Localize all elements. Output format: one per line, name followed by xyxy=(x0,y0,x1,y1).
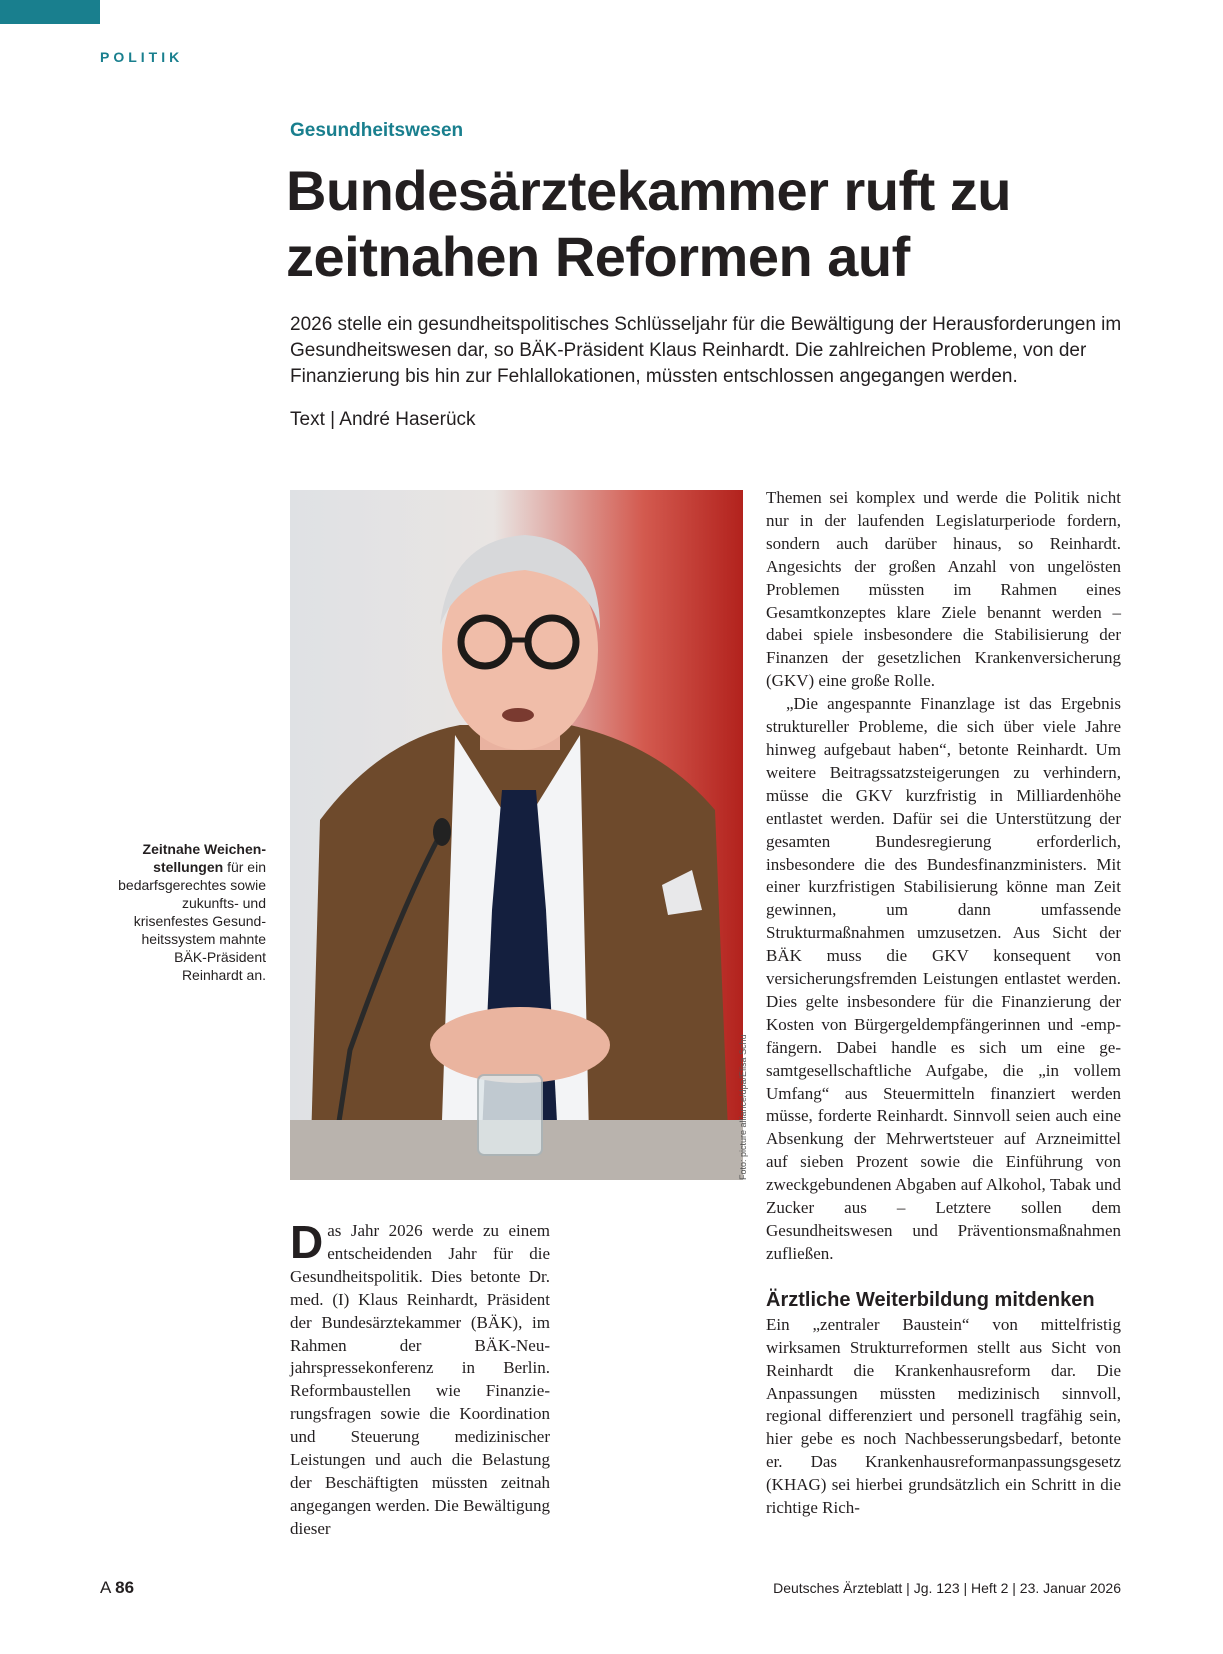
section-label: POLITIK xyxy=(100,49,184,65)
caption-text: für ein bedarfsgerechtes sowie zukunfts- und krisenfestes Gesundheitssystem mahnte BÄK-Präsident Reinhardt an. xyxy=(118,859,266,983)
article-lead: 2026 stelle ein gesundheitspolitisches Schlüsseljahr für die Bewältigung der Herausforderungen im Gesundheitswesen dar, so BÄK-Präsident Klaus Reinhardt. Die zahlreichen Probleme, von der Finanzierung bis hin zur Fehlallokationen, müssten entschlossen angegangen werden. xyxy=(290,314,1122,387)
folio-prefix: A xyxy=(100,1578,111,1597)
article-column-1 xyxy=(290,1216,550,1541)
folio-number: 86 xyxy=(115,1578,135,1597)
article-column-2 xyxy=(766,487,1121,1520)
drop-cap: D xyxy=(290,1216,324,1268)
article-paragraph: „Die angespannte Finanzlage ist das Ergebnis struktureller Probleme, die sich über viele Jahre hinweg aufgebaut haben“, betonte Reinhardt. Um weitere Beitragssatzsteigerungen zu verhindern, müsse die GKV kurzfristig in Milliardenhöhe entlastet werden. Dafür sei die Unterstützung der gesamten Bundesregierung erforderlich, insbesondere die des Bundesfinanzministers. Mit einer kurzfristigen Stabilisierung könne man Zeit gewinnen, um dann umfassende Strukturmaßnahmen umzusetzen. Aus Sicht der BÄK muss die GKV konsequent von versicherungsfremden Leistungen entlastet werden. Dies gelte insbesondere für die Finanzierung der Kosten von Bürgergeldempfängerinnen und -empfängern. Dabei handle es sich um eine gesamtgesellschaftliche Aufgabe, die „in vollem Umfang“ aus Steuermitteln finanziert werden müsse, forderte Reinhardt. Sinnvoll seien auch eine Absenkung der Mehrwertsteuer auf Arzneimittel auf sieben Prozent sowie die Einführung von zweckgebundenen Abgaben auf Alkohol, Tabak und Zucker aus – Letztere sollen dem Gesundheitswesen und Präventionsmaßnahmen zufließen. xyxy=(766,694,1121,1263)
photo-caption xyxy=(110,840,266,984)
article-title: Bundesärztekammer ruft zu zeitnahen Reformen auf xyxy=(286,159,1012,288)
article-paragraph: Themen sei komplex und werde die Politik nicht nur in der laufenden Legislaturperiode fordern, sondern auch darüber hinaus, so Reinhardt. Angesichts der großen Anzahl von ungelösten Problemen müssten im Rahmen eines Gesamtkonzeptes klare Ziele benannt werden – dabei spiele insbesondere die Stabilisierung der Finanzen der gesetzlichen Krankenversicherung (GKV) eine große Rolle. xyxy=(766,488,1121,691)
accent-bar xyxy=(0,0,100,24)
article-byline: Text | André Haserück xyxy=(290,409,476,430)
photo-credit: Foto: picture alliance/dpa/Elisa Schu xyxy=(738,1034,748,1180)
portrait-illustration xyxy=(290,490,743,1180)
article-paragraph xyxy=(290,1216,550,1541)
journal-footer: Deutsches Ärzteblatt | Jg. 123 | Heft 2 | 23. Januar 2026 xyxy=(773,1580,1121,1596)
article-subheading: Ärztliche Weiterbildung mitdenken xyxy=(766,1288,1095,1311)
article-kicker: Gesundheitswesen xyxy=(290,120,464,141)
caption-bold: Zeitnahe Weichenstellungen xyxy=(142,841,266,875)
page-number xyxy=(100,1578,134,1598)
portrait-photo xyxy=(290,490,743,1180)
paragraph-text: as Jahr 2026 werde zu einem entscheidenden Jahr für die Gesundheitspolitik. Dies betonte Dr. med. (I) Klaus Reinhardt, Präsident der Bundesärztekammer (BÄK), im Rahmen der BÄK-Neujahrspressekonferenz in Berlin. Reformbaustellen wie Finanzierungsfragen sowie die Koordination und Steuerung medizinischer Leistungen und auch die Belastung der Beschäftigten müssten zeitnah angegangen werden. Die Bewältigung dieser xyxy=(290,1221,550,1538)
article-paragraph: Ein „zentraler Baustein“ von mittelfristig wirksamen Strukturreformen stellt aus Sicht von Reinhardt die Krankenhausreform dar. Die Anpassungen müssten medizinisch sinnvoll, regional differenziert und personell tragfähig sein, hier gebe es noch Nachbesserungsbedarf, betonte er. Das Krankenhausreformanpassungsgesetz (KHAG) sei hierbei grundsätzlich ein Schritt in die richtige Rich- xyxy=(766,1314,1121,1518)
